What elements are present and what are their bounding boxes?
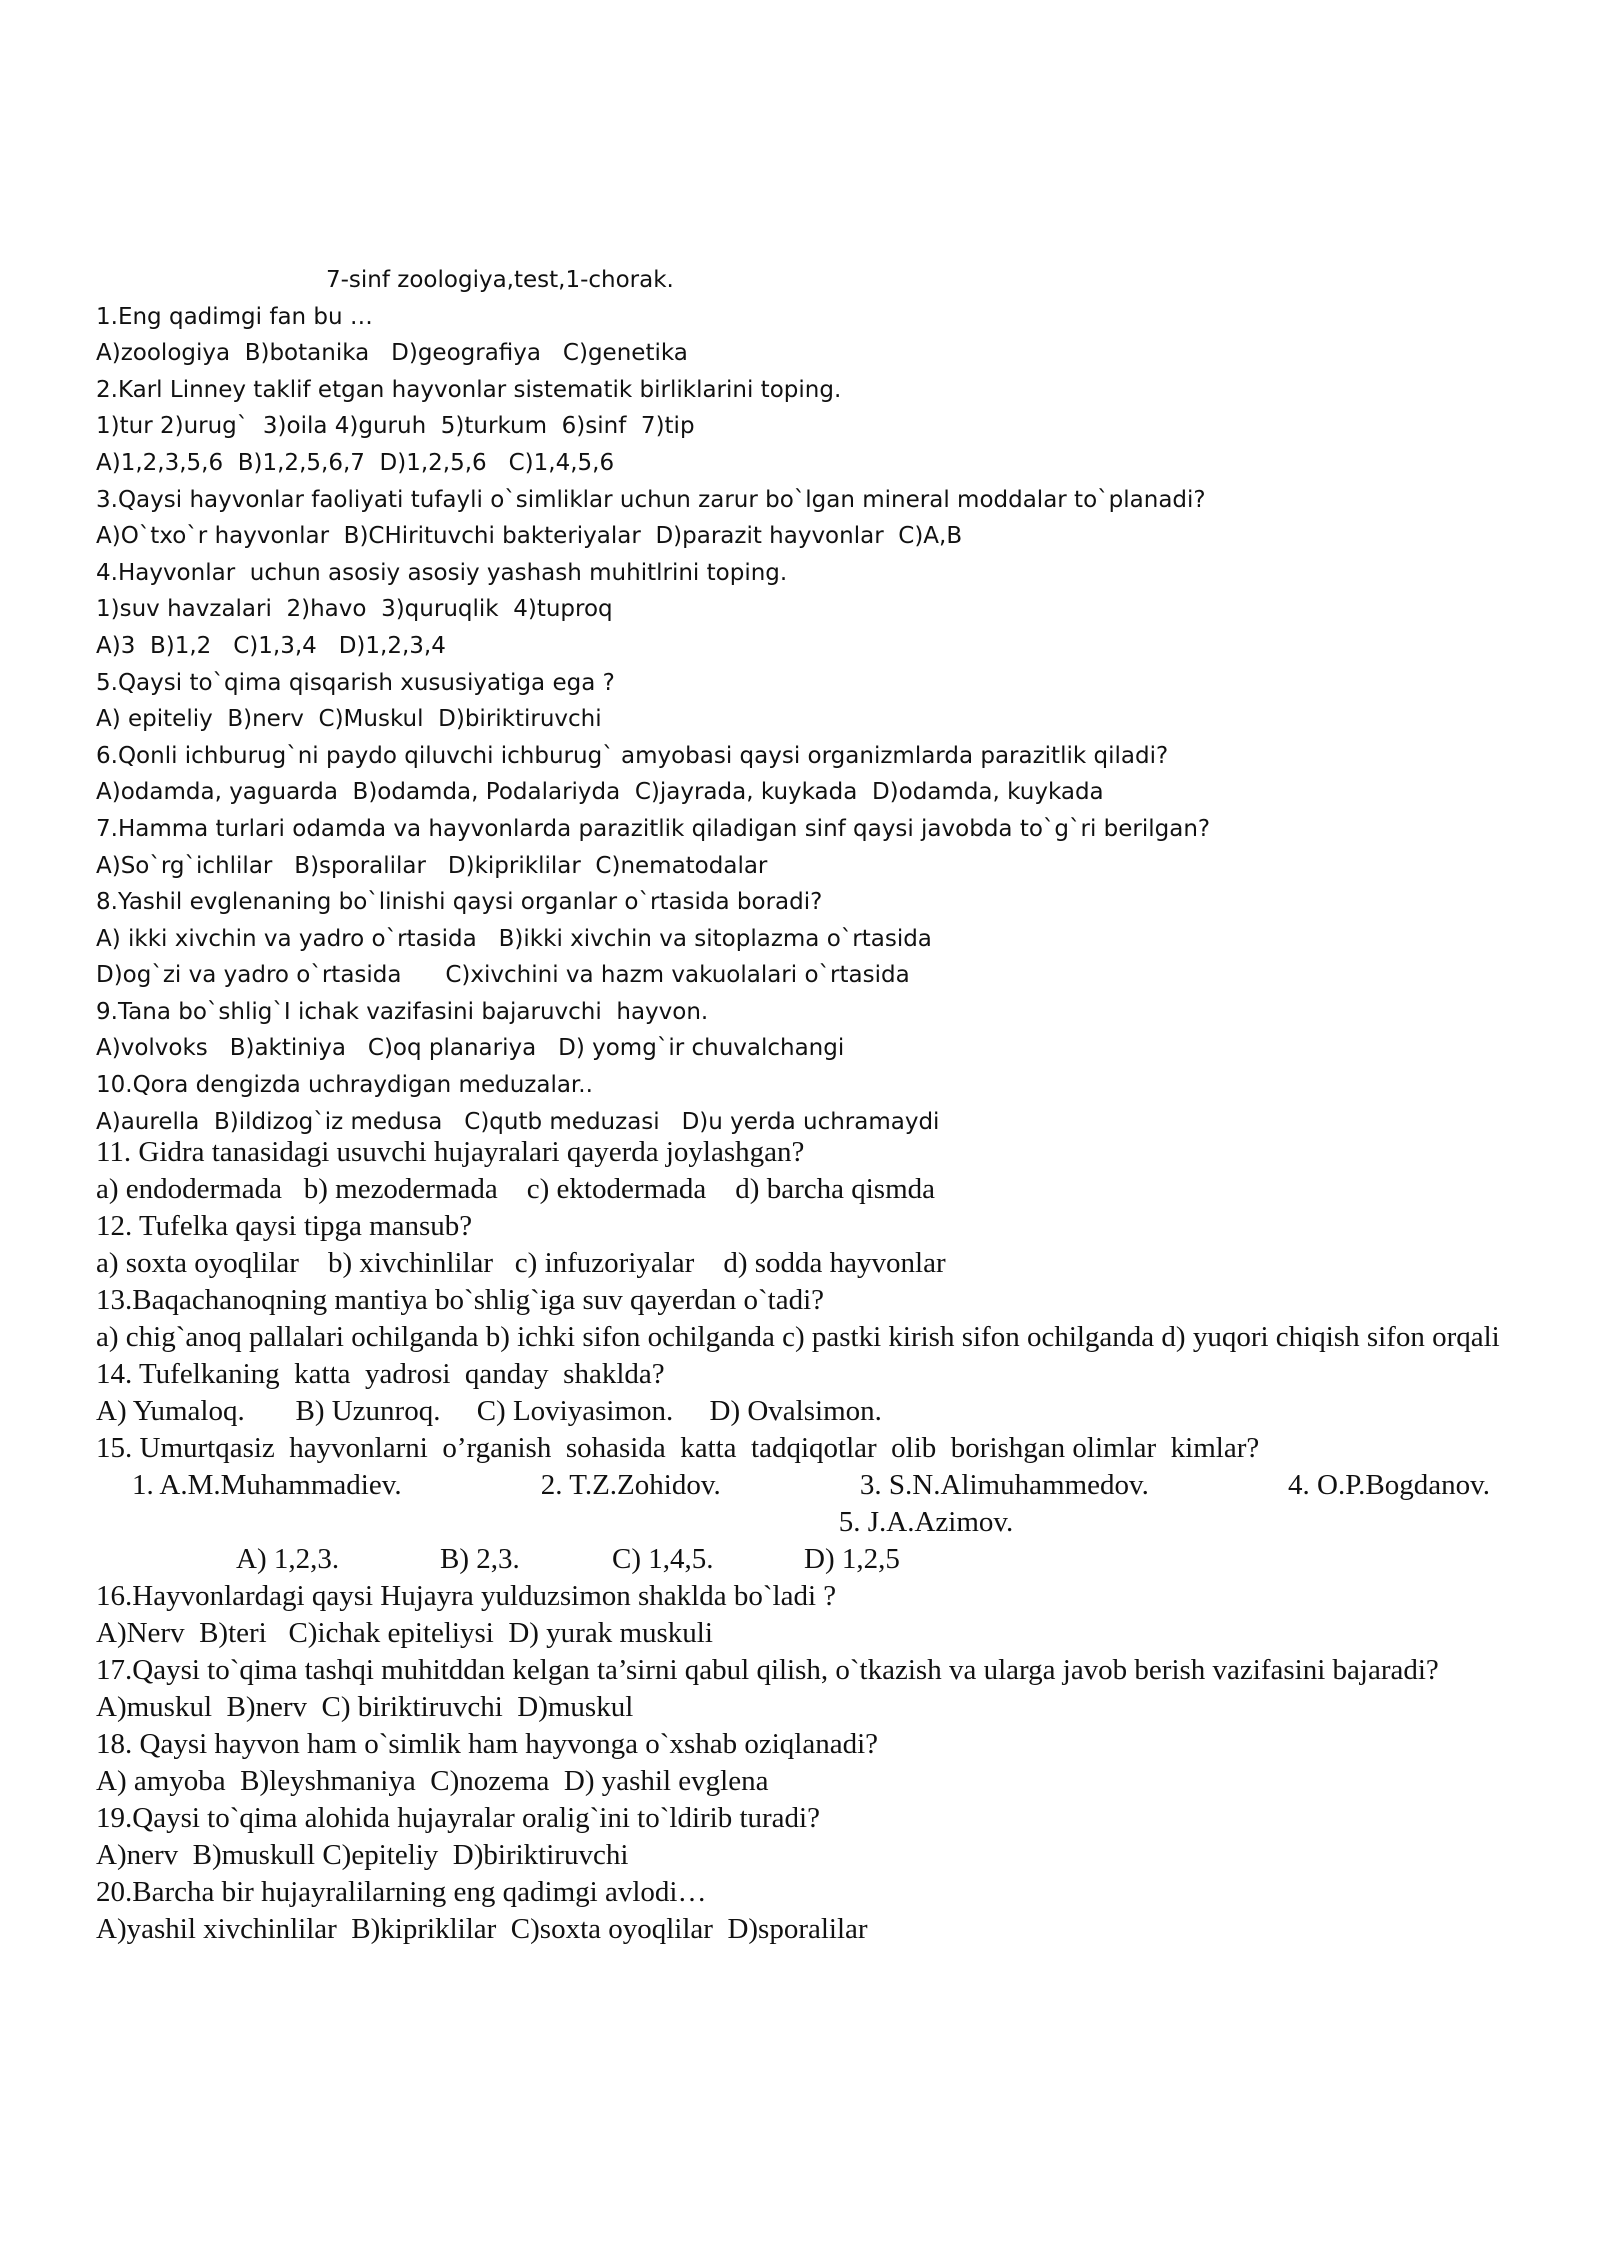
answer-line: A)aurella B)ildizog`iz medusa C)qutb meduzasi D)u yerda uchramaydi bbox=[96, 1108, 940, 1135]
question-line: 12. Tufelka qaysi tipga mansub? bbox=[96, 1210, 473, 1242]
test-part-1 bbox=[96, 262, 1536, 1140]
question-line: 2.Karl Linney taklif etgan hayvonlar sistematik birliklarini toping. bbox=[96, 376, 842, 403]
answer-line: a) chig`anoq pallalari ochilganda b) ichki sifon ochilganda c) pastki kirish sifon ochilganda d) yuqori chiqish sifon orqali bbox=[96, 1321, 1500, 1353]
answer-line: A)O`txo`r hayvonlar B)CHirituvchi bakteriyalar D)parazit hayvonlar C)A,B bbox=[96, 523, 963, 550]
question-line: 5.Qaysi to`qima qisqarish xususiyatiga ega ? bbox=[96, 669, 615, 696]
scientist-option: 4. O.P.Bogdanov. bbox=[1288, 1469, 1490, 1501]
answer-choice: C) 1,4,5. bbox=[612, 1543, 714, 1575]
answer-line: A)1,2,3,5,6 B)1,2,5,6,7 D)1,2,5,6 C)1,4,5,6 bbox=[96, 449, 615, 476]
answer-line: A)volvoks B)aktiniya C)oq planariya D) yomg`ir chuvalchangi bbox=[96, 1035, 845, 1062]
answer-line: A) amyoba B)leyshmaniya C)nozema D) yashil evglena bbox=[96, 1765, 769, 1797]
option-line: 1)tur 2)urug` 3)oila 4)guruh 5)turkum 6)sinf 7)tip bbox=[96, 413, 695, 440]
scientist-options bbox=[96, 1467, 1516, 1504]
answer-line: A)odamda, yaguarda B)odamda, Podalariyda C)jayrada, kuykada D)odamda, kuykada bbox=[96, 779, 1104, 806]
answer-line: A)nerv B)muskull C)epiteliy D)biriktiruvchi bbox=[96, 1839, 629, 1871]
scientist-option: 2. T.Z.Zohidov. bbox=[540, 1469, 721, 1501]
answer-line: A) epiteliy B)nerv C)Muskul D)biriktiruvchi bbox=[96, 706, 602, 733]
answer-line: A)yashil xivchinlilar B)kipriklilar C)soxta oyoqlilar D)sporalilar bbox=[96, 1913, 868, 1945]
question-line: 20.Barcha bir hujayralilarning eng qadimgi avlodi… bbox=[96, 1876, 707, 1908]
scientist-option: 5. J.A.Azimov. bbox=[838, 1506, 1014, 1538]
question-line: 7.Hamma turlari odamda va hayvonlarda parazitlik qiladigan sinf qaysi javobda to`g`ri berilgan? bbox=[96, 815, 1211, 842]
scientist-option: 1. A.M.Muhammadiev. bbox=[132, 1469, 402, 1501]
answer-choice: B) 2,3. bbox=[440, 1543, 520, 1575]
question-line: 11. Gidra tanasidagi usuvchi hujayralari qayerda joylashgan? bbox=[96, 1136, 805, 1168]
question-line: 17.Qaysi to`qima tashqi muhitddan kelgan ta’sirni qabul qilish, o`tkazish va ularga javob berish vazifasini bajaradi? bbox=[96, 1654, 1439, 1686]
question-line: 16.Hayvonlardagi qaysi Hujayra yulduzsimon shaklda bo`ladi ? bbox=[96, 1580, 837, 1612]
question-line: 1.Eng qadimgi fan bu … bbox=[96, 303, 373, 330]
answer-line bbox=[96, 1541, 1516, 1578]
scientist-option: 3. S.N.Alimuhammedov. bbox=[859, 1469, 1149, 1501]
question-line: 18. Qaysi hayvon ham o`simlik ham hayvonga o`xshab oziqlanadi? bbox=[96, 1728, 879, 1760]
answer-line: D)og`zi va yadro o`rtasida C)xivchini va hazm vakuolalari o`rtasida bbox=[96, 962, 910, 989]
answer-choice: D) 1,2,5 bbox=[804, 1543, 900, 1575]
answer-line: a) soxta oyoqlilar b) xivchinlilar c) infuzoriyalar d) sodda hayvonlar bbox=[96, 1247, 946, 1279]
question-line: 15. Umurtqasiz hayvonlarni o’rganish sohasida katta tadqiqotlar olib borishgan olimlar kimlar? bbox=[96, 1432, 1260, 1464]
question-line: 14. Tufelkaning katta yadrosi qanday shaklda? bbox=[96, 1358, 665, 1390]
question-line: 13.Baqachanoqning mantiya bo`shlig`iga suv qayerdan o`tadi? bbox=[96, 1284, 825, 1316]
option-line: 1)suv havzalari 2)havo 3)quruqlik 4)tuproq bbox=[96, 596, 613, 623]
answer-line: A)Nerv B)teri C)ichak epiteliysi D) yurak muskuli bbox=[96, 1617, 713, 1649]
answer-line: A)zoologiya B)botanika D)geografiya C)genetika bbox=[96, 340, 688, 367]
answer-line: A) ikki xivchin va yadro o`rtasida B)ikki xivchin va sitoplazma o`rtasida bbox=[96, 925, 932, 952]
answer-choice: A) 1,2,3. bbox=[236, 1543, 340, 1575]
question-line: 4.Hayvonlar uchun asosiy asosiy yashash muhitlrini toping. bbox=[96, 559, 788, 586]
answer-line: A)3 B)1,2 C)1,3,4 D)1,2,3,4 bbox=[96, 632, 446, 659]
question-line: 6.Qonli ichburug`ni paydo qiluvchi ichburug` amyobasi qaysi organizmlarda parazitlik qiladi? bbox=[96, 742, 1169, 769]
question-line: 10.Qora dengizda uchraydigan meduzalar.. bbox=[96, 1072, 593, 1099]
answer-line: A) Yumaloq. B) Uzunroq. C) Loviyasimon. D) Ovalsimon. bbox=[96, 1395, 882, 1427]
question-line: 19.Qaysi to`qima alohida hujayralar oralig`ini to`ldirib turadi? bbox=[96, 1802, 820, 1834]
test-part-2 bbox=[96, 1134, 1516, 1948]
answer-line: a) endodermada b) mezodermada c) ektodermada d) barcha qismda bbox=[96, 1173, 936, 1205]
answer-line: A)muskul B)nerv C) biriktiruvchi D)muskul bbox=[96, 1691, 634, 1723]
question-line: 9.Tana bo`shlig`I ichak vazifasini bajaruvchi hayvon. bbox=[96, 998, 709, 1025]
question-line: 3.Qaysi hayvonlar faoliyati tufayli o`simliklar uchun zarur bo`lgan mineral moddalar to`planadi? bbox=[96, 486, 1206, 513]
document-title: 7-sinf zoologiya,test,1-chorak. bbox=[326, 267, 674, 293]
question-line: 8.Yashil evglenaning bo`linishi qaysi organlar o`rtasida boradi? bbox=[96, 889, 823, 916]
answer-line: A)So`rg`ichlilar B)sporalilar D)kipriklilar C)nematodalar bbox=[96, 852, 768, 879]
